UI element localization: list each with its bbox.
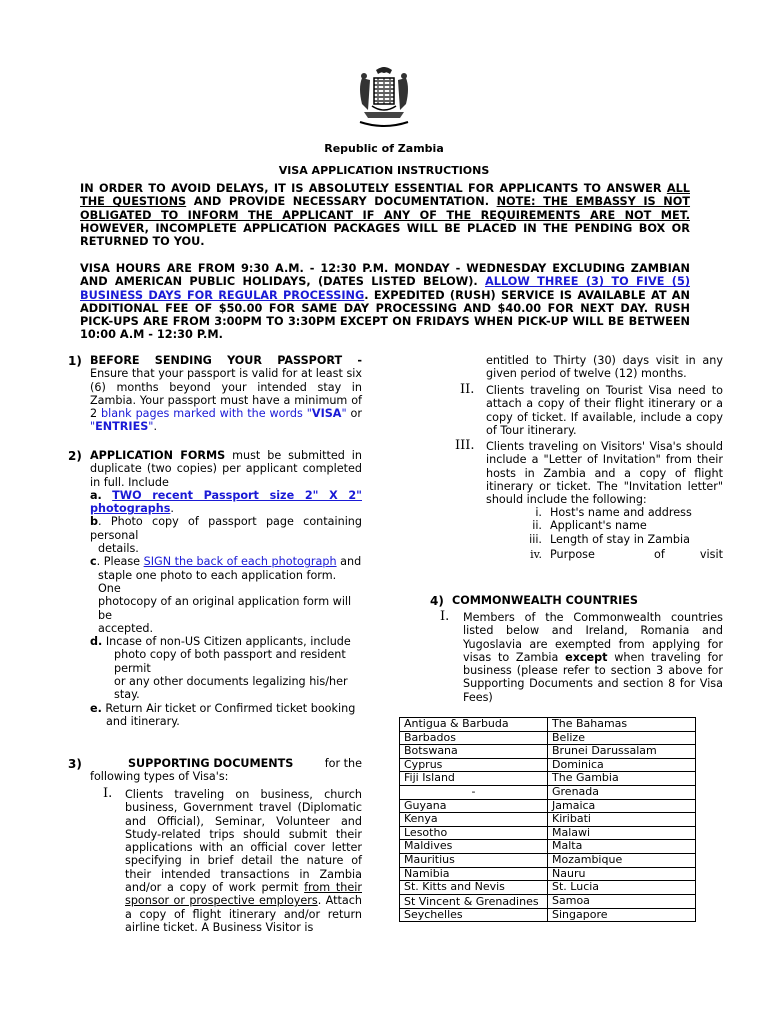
list-text: visit bbox=[699, 547, 723, 561]
quote-mark: " bbox=[306, 407, 312, 421]
section-4-text: Members of the Commonwealth countries listed below and Ireland, Romania and Yugoslavia are exempted from applying for visas to Zambia bbox=[463, 611, 723, 664]
intro-text: VISA HOURS ARE FROM 9:30 A.M. - 12:30 P.M. MONDAY - WEDNESDAY EXCLUDING ZAMBIAN AND AMERICAN PUBLIC HOLIDAYS, (DATES LISTED BELOW). bbox=[80, 262, 690, 289]
intro-paragraph-2 bbox=[80, 262, 690, 342]
intro-text: IN ORDER TO AVOID DELAYS, IT IS ABSOLUTELY ESSENTIAL FOR APPLICANTS TO ANSWER bbox=[80, 182, 667, 195]
roman-numeral-I-section-4: I. bbox=[440, 609, 450, 624]
intro-underlined-text: ALL THE QUESTIONS bbox=[80, 182, 690, 209]
country-cell: The Gambia bbox=[548, 772, 696, 786]
item-c-text: and bbox=[336, 555, 362, 569]
item-d-text: Incase of non-US Citizen applicants, include bbox=[102, 635, 351, 649]
item-I-text: . Attach a copy of flight itinerary and/or return airline ticket. A Business Visitor is bbox=[125, 894, 362, 934]
blank-pages-text: blank pages marked with the words bbox=[101, 407, 303, 421]
page-title: VISA APPLICATION INSTRUCTIONS bbox=[278, 164, 490, 177]
country-cell: Maldives bbox=[400, 840, 548, 854]
list-text: of bbox=[654, 547, 665, 561]
item-e-label: e. bbox=[90, 701, 102, 715]
country-cell: Belize bbox=[548, 731, 696, 745]
invitation-list-item bbox=[486, 519, 723, 532]
section-3-body bbox=[90, 757, 362, 784]
country-cell: Antigua & Barbuda bbox=[400, 718, 548, 732]
visa-word: VISA bbox=[311, 407, 342, 421]
invitation-list-item bbox=[486, 506, 723, 519]
country-cell: Namibia bbox=[400, 867, 548, 881]
roman-numeral-I: I. bbox=[103, 786, 113, 801]
table-row bbox=[400, 758, 696, 772]
sponsor-underlined: from their sponsor or prospective employers bbox=[125, 881, 362, 908]
invitation-letter-list bbox=[486, 506, 723, 561]
item-b-label: b bbox=[90, 515, 99, 529]
country-cell: Mozambique bbox=[548, 853, 696, 867]
item-b-text: . Photo copy of passport page containing personal bbox=[90, 515, 362, 542]
table-row bbox=[400, 799, 696, 813]
section-4-body bbox=[463, 611, 723, 704]
section-3-item-III: Clients traveling on Visitors' Visa's should include a "Letter of Invitation" from their hosts in Zambia and a copy of flight itinerary or ticket. The "Invitation letter" should include the following: bbox=[486, 440, 723, 507]
section-4-text: when traveling for business (please refer to section 3 above for Supporting Documents and section 8 for Visa Fees) bbox=[463, 650, 723, 704]
country-cell: Lesotho bbox=[400, 826, 548, 840]
section-1-text: . bbox=[153, 420, 157, 434]
list-text: Applicant's name bbox=[550, 519, 647, 533]
table-row bbox=[400, 731, 696, 745]
table-row bbox=[400, 867, 696, 881]
country-cell: Mauritius bbox=[400, 853, 548, 867]
country-cell: Jamaica bbox=[548, 799, 696, 813]
country-cell: Malawi bbox=[548, 826, 696, 840]
intro-note: NOTE: THE EMBASSY IS NOT OBLIGATED TO INFORM THE APPLICANT IF ANY OF THE REQUIREMENTS ARE NOT MET. bbox=[80, 195, 691, 222]
section-3-number: 3) bbox=[68, 757, 82, 771]
country-cell: St Vincent & Grenadines bbox=[400, 894, 548, 908]
table-row bbox=[400, 908, 696, 922]
intro-text: AND PROVIDE NECESSARY DOCUMENTATION. bbox=[186, 195, 497, 209]
country-cell: Barbados bbox=[400, 731, 548, 745]
roman-numeral-II: II. bbox=[460, 382, 475, 397]
country-cell: Kenya bbox=[400, 813, 548, 827]
section-1-text: Ensure that your passport is valid for at least six (6) months beyond your intended stay in Zambia. Your passport must have a minimum of 2 bbox=[90, 367, 362, 421]
table-row bbox=[400, 745, 696, 759]
item-c-text: . Please bbox=[96, 555, 144, 569]
photographs-link[interactable]: TWO recent Passport size 2" X 2" photographs bbox=[90, 488, 362, 516]
section-3-text: for the bbox=[324, 757, 362, 770]
list-number: i. bbox=[535, 506, 542, 519]
section-1-body bbox=[90, 354, 362, 434]
quote-mark: " bbox=[341, 407, 347, 421]
section-2-number: 2) bbox=[68, 449, 82, 463]
intro-text: HOWEVER, INCOMPLETE APPLICATION PACKAGES WILL BE PLACED IN THE PENDING BOX OR RETURNED TO YOU. bbox=[80, 221, 690, 249]
country-cell: Fiji Island bbox=[400, 772, 548, 786]
table-row bbox=[400, 826, 696, 840]
country-cell: Malta bbox=[548, 840, 696, 854]
country-cell: - bbox=[400, 785, 548, 799]
section-2-heading: APPLICATION FORMS bbox=[90, 449, 226, 462]
table-row bbox=[400, 718, 696, 732]
country-cell: Dominica bbox=[548, 758, 696, 772]
roman-numeral-III: III. bbox=[455, 438, 475, 453]
table-row bbox=[400, 840, 696, 854]
intro-text: . EXPEDITED (RUSH) SERVICE IS AVAILABLE AT AN ADDITIONAL FEE OF $50.00 FOR SAME DAY PROCESSING AND $40.00 FOR NEXT DAY. RUSH PICK-UPS ARE FROM 3:00PM TO 3:30PM EXCEPT ON FRIDAYS WHEN PICK-UP WILL BE BETWEEN 10:00 A.M - 12:30 P.M. bbox=[80, 288, 690, 342]
country-cell: Kiribati bbox=[548, 813, 696, 827]
section-1-heading: BEFORE SENDING YOUR PASSPORT - bbox=[90, 354, 362, 367]
item-c-text: accepted. bbox=[98, 621, 154, 635]
processing-time-link[interactable]: ALLOW THREE (3) TO FIVE (5) BUSINESS DAYS FOR REGULAR PROCESSING bbox=[80, 275, 690, 302]
table-row bbox=[400, 785, 696, 799]
table-row bbox=[400, 881, 696, 895]
list-number: iv. bbox=[530, 547, 542, 561]
item-a-label: a. bbox=[90, 488, 102, 502]
country-cell: Nauru bbox=[548, 867, 696, 881]
list-number: ii. bbox=[532, 519, 542, 533]
country-cell: Botswana bbox=[400, 745, 548, 759]
quote-mark: " bbox=[90, 420, 96, 434]
section-4-number: 4) bbox=[430, 594, 444, 608]
item-c-label: c bbox=[90, 555, 97, 569]
coat-of-arms-emblem bbox=[354, 64, 414, 130]
section-3-item-I-continued: entitled to Thirty (30) days visit in any given period of twelve (12) months. bbox=[486, 354, 723, 381]
except-word: except bbox=[565, 650, 608, 664]
section-1-text: or bbox=[346, 407, 362, 421]
table-row bbox=[400, 813, 696, 827]
invitation-list-item bbox=[486, 548, 723, 561]
country-cell: St. Kitts and Nevis bbox=[400, 881, 548, 895]
intro-paragraph-1 bbox=[80, 182, 690, 248]
item-e-text: and itinerary. bbox=[106, 714, 180, 728]
item-b-text: details. bbox=[98, 542, 139, 556]
country-cell: Brunei Darussalam bbox=[548, 745, 696, 759]
sign-photograph-link[interactable]: SIGN the back of each photograph bbox=[143, 555, 337, 569]
list-text: Purpose bbox=[550, 547, 595, 561]
country-cell: St. Lucia bbox=[548, 881, 696, 895]
invitation-list-item bbox=[486, 533, 723, 546]
section-1-number: 1) bbox=[68, 354, 82, 368]
section-2-body bbox=[90, 449, 362, 728]
country-cell: Singapore bbox=[548, 908, 696, 922]
item-c-text: staple one photo to each application form. One bbox=[98, 568, 337, 595]
country-cell: Grenada bbox=[548, 785, 696, 799]
list-number: iii. bbox=[529, 532, 542, 546]
item-d-text: or any other documents legalizing his/her stay. bbox=[114, 675, 348, 702]
item-I-text: Clients traveling on business, church business, Government travel (Diplomatic and Official), Seminar, Volunteer and Study-related trips should submit their applications with an official cover letter specifying in brief detail the nature of their intended transactions in Zambia and/or a copy of work permit bbox=[125, 788, 362, 895]
quote-mark: " bbox=[148, 420, 154, 434]
section-3-heading: SUPPORTING DOCUMENTS bbox=[128, 757, 294, 770]
country-cell: Cyprus bbox=[400, 758, 548, 772]
list-text: Length of stay in Zambia bbox=[550, 532, 690, 546]
item-c-text: photocopy of an original application form will be bbox=[98, 595, 352, 622]
country-name: Republic of Zambia bbox=[324, 142, 444, 155]
section-4-heading: COMMONWEALTH COUNTRIES bbox=[452, 594, 638, 607]
item-e-text: Return Air ticket or Confirmed ticket booking bbox=[101, 701, 356, 715]
commonwealth-countries-table bbox=[399, 717, 696, 922]
section-3-text: following types of Visa's: bbox=[90, 770, 229, 784]
table-row bbox=[400, 772, 696, 786]
country-cell: Seychelles bbox=[400, 908, 548, 922]
item-d-label: d. bbox=[90, 635, 103, 649]
country-cell: Guyana bbox=[400, 799, 548, 813]
section-2-text: . bbox=[170, 502, 174, 516]
item-d-text: photo copy of both passport and resident permit bbox=[114, 648, 346, 675]
country-cell: Samoa bbox=[548, 894, 696, 908]
list-text: Host's name and address bbox=[550, 506, 692, 519]
section-3-item-II: Clients traveling on Tourist Visa need to attach a copy of their flight itinerary or a copy of ticket. If available, include a copy of Tour itinerary. bbox=[486, 384, 723, 437]
entries-word: ENTRIES bbox=[95, 420, 149, 434]
country-cell: The Bahamas bbox=[548, 718, 696, 732]
section-2-text: must be submitted in duplicate (two copies) per applicant completed in full. Include bbox=[90, 449, 362, 489]
table-row bbox=[400, 894, 696, 908]
table-row bbox=[400, 853, 696, 867]
section-3-item-I bbox=[125, 788, 362, 934]
